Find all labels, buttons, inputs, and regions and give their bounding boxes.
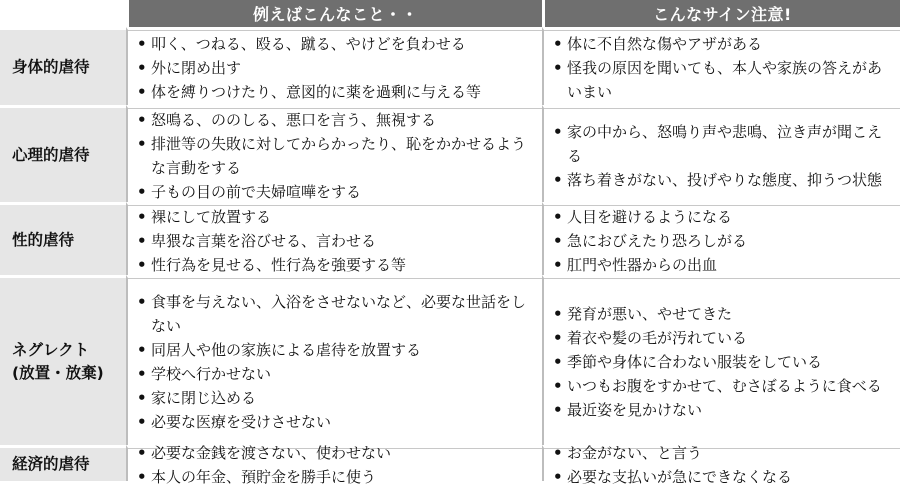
list-item: [553, 350, 894, 374]
bullet-icon: •: [137, 35, 147, 53]
list-item: [553, 302, 894, 326]
list-item: [137, 180, 536, 204]
list-item-text: 体を縛りつけたり、意図的に薬を過剰に与える等: [151, 83, 482, 101]
category-cell: [0, 445, 126, 481]
category-label: (放置・放棄): [12, 363, 104, 382]
category-label: 経済的虐待: [12, 455, 90, 473]
category-cell: [0, 105, 126, 202]
examples-cell: [126, 27, 542, 105]
list-item-text: 怒鳴る、ののしる、悪口を言う、無視する: [151, 110, 437, 129]
list-item: [137, 80, 536, 104]
examples-cell: [126, 444, 542, 486]
bullet-icon: •: [553, 35, 563, 53]
bullet-icon: •: [553, 231, 563, 250]
bullet-icon: •: [553, 444, 563, 462]
bullet-icon: •: [553, 329, 563, 347]
bullet-icon: •: [553, 377, 563, 395]
header-examples: 例えばこんなこと・・: [126, 0, 542, 27]
list-item: [553, 253, 894, 277]
list-item: [553, 56, 894, 104]
list-item: [553, 465, 894, 489]
list-item-text: 裸にして放置する: [151, 207, 272, 226]
category-label: 心理的虐待: [12, 145, 90, 164]
bullet-icon: •: [137, 110, 147, 129]
bullet-icon: •: [137, 389, 147, 407]
list-item-text: 人目を避けるようになる: [567, 207, 733, 226]
category-cell: [0, 202, 126, 275]
list-item-text: いつもお腹をすかせて、むさぼるように食べる: [567, 377, 882, 395]
bullet-icon: •: [137, 413, 147, 431]
list-item-text: 必要な支払いが急にできなくなる: [567, 468, 793, 486]
bullet-icon: •: [553, 468, 563, 486]
list-item-text: 家に閉じ込める: [151, 389, 257, 407]
list-item-text: 落ち着きがない、投げやりな態度、抑うつ状態: [567, 170, 883, 189]
list-item-text: 排泄等の失敗に対してからかったり、恥をかかせるような言動をする: [151, 134, 527, 177]
list-item: [137, 362, 536, 386]
list-item: [137, 132, 536, 180]
list-item-text: 着衣や髪の毛が汚れている: [567, 329, 748, 347]
list-item: [137, 386, 536, 410]
list-item: [137, 290, 536, 338]
signs-cell: [542, 444, 900, 486]
list-item: [137, 32, 536, 56]
bullet-icon: •: [137, 365, 147, 383]
list-item-text: 急におびえたり恐ろしがる: [567, 231, 748, 250]
signs-cell: [542, 105, 900, 202]
list-item-text: 肛門や性器からの出血: [567, 255, 718, 274]
list-item-text: 季節や身体に合わない服装をしている: [567, 353, 823, 371]
examples-cell: [126, 202, 542, 275]
bullet-icon: •: [553, 122, 563, 141]
list-item-text: 学校へ行かせない: [151, 365, 272, 383]
category-label: 身体的虐待: [12, 58, 90, 76]
bullet-icon: •: [553, 305, 563, 323]
list-item-text: お金がない、と言う: [567, 444, 703, 462]
list-item-text: 必要な金銭を渡さない、使わせない: [151, 444, 392, 462]
examples-cell: [126, 275, 542, 445]
category-cell: [0, 27, 126, 105]
list-item-text: 最近姿を見かけない: [567, 401, 703, 419]
bullet-icon: •: [553, 59, 563, 77]
category-label: 性的虐待: [12, 230, 75, 249]
bullet-icon: •: [137, 341, 147, 359]
bullet-icon: •: [137, 468, 147, 486]
list-item-text: 本人の年金、預貯金を勝手に使う: [151, 468, 377, 486]
list-item: [137, 205, 536, 229]
list-item: [553, 441, 894, 465]
list-item-text: 性行為を見せる、性行為を強要する等: [151, 255, 407, 274]
header-blank-cell: [0, 0, 126, 27]
list-item-text: 叩く、つねる、殴る、蹴る、やけどを負わせる: [151, 35, 466, 53]
category-cell: [0, 275, 126, 445]
bullet-icon: •: [137, 293, 147, 311]
bullet-icon: •: [553, 353, 563, 371]
list-item: [137, 253, 536, 277]
list-item-text: 発育が悪い、やせてきた: [567, 305, 733, 323]
examples-cell: [126, 105, 542, 202]
list-item: [137, 465, 536, 489]
bullet-icon: •: [137, 444, 147, 462]
header-signs: こんなサイン注意!: [542, 0, 900, 27]
list-item: [553, 326, 894, 350]
list-item-text: 家の中から、怒鳴り声や悲鳴、泣き声が聞こえる: [567, 122, 883, 165]
list-item: [137, 108, 536, 132]
bullet-icon: •: [137, 255, 147, 274]
list-item: [553, 168, 894, 192]
signs-cell: [542, 27, 900, 105]
list-item: [553, 374, 894, 398]
bullet-icon: •: [137, 83, 147, 101]
bullet-icon: •: [553, 255, 563, 274]
list-item-text: 同居人や他の家族による虐待を放置する: [151, 341, 422, 359]
signs-cell: [542, 275, 900, 445]
list-item: [137, 56, 536, 80]
list-item-text: 食事を与えない、入浴をさせないなど、必要な世話をしない: [151, 293, 527, 335]
list-item: [553, 32, 894, 56]
bullet-icon: •: [553, 207, 563, 226]
list-item: [137, 441, 536, 465]
list-item: [137, 410, 536, 434]
list-item: [137, 338, 536, 362]
list-item-text: 怪我の原因を聞いても、本人や家族の答えがあいまい: [567, 59, 883, 101]
list-item-text: 外に閉め出す: [151, 59, 242, 77]
list-item-text: 卑猥な言葉を浴びせる、言わせる: [151, 231, 377, 250]
signs-cell: [542, 202, 900, 275]
list-item: [553, 229, 894, 253]
bullet-icon: •: [137, 207, 147, 226]
bullet-icon: •: [137, 134, 147, 153]
list-item: [553, 120, 894, 168]
list-item: [553, 205, 894, 229]
bullet-icon: •: [553, 170, 563, 189]
bullet-icon: •: [137, 231, 147, 250]
list-item: [553, 398, 894, 422]
list-item: [137, 229, 536, 253]
list-item-text: 必要な医療を受けさせない: [151, 413, 332, 431]
list-item-text: 体に不自然な傷やアザがある: [567, 35, 763, 53]
category-label: ネグレクト: [12, 340, 90, 359]
bullet-icon: •: [553, 401, 563, 419]
bullet-icon: •: [137, 182, 147, 201]
bullet-icon: •: [137, 59, 147, 77]
list-item-text: 子もの目の前で夫婦喧嘩をする: [151, 182, 362, 201]
